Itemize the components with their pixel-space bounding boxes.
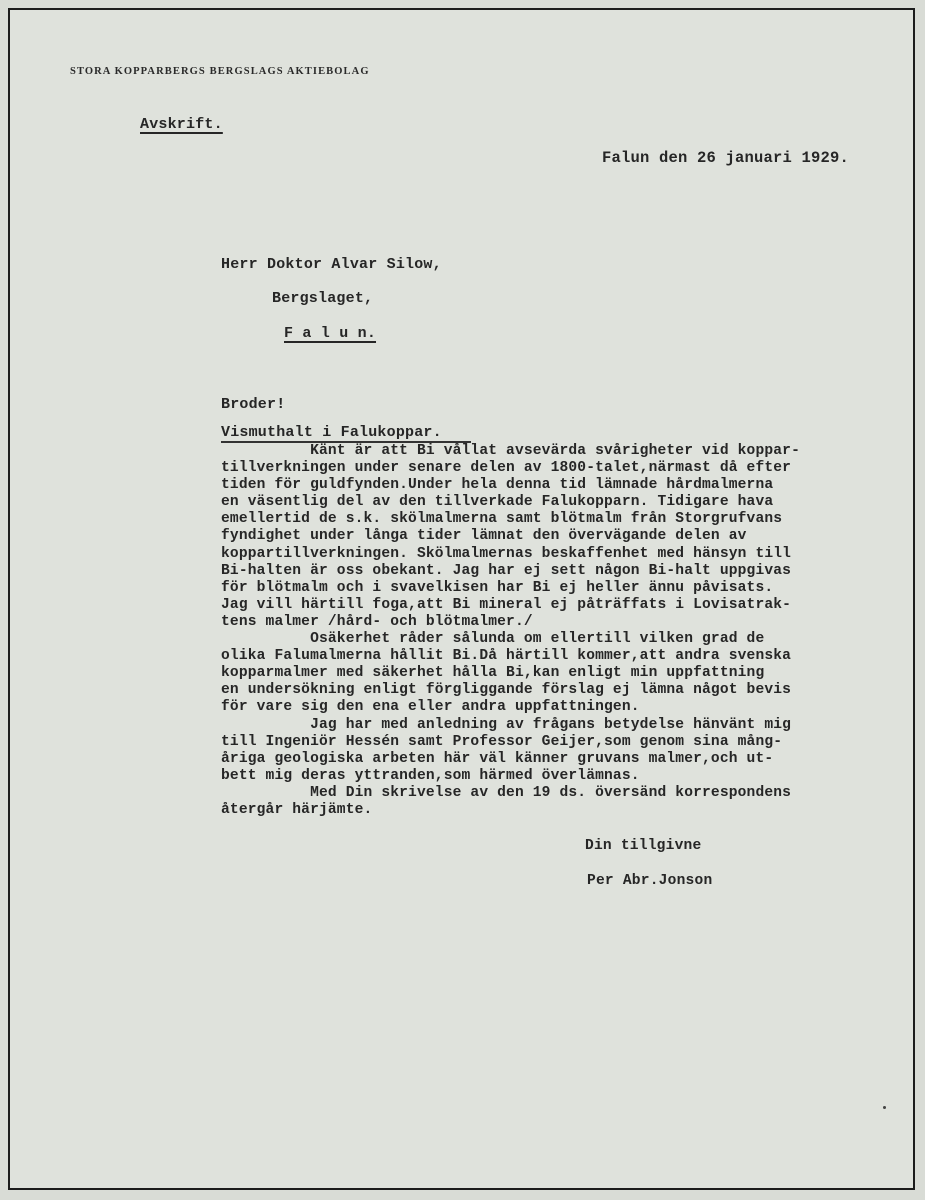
body-line: olika Falumalmerna hållit Bi.Då härtill kommer,att andra svenska [221,648,792,665]
body-line: återgår härjämte. [221,801,373,818]
body-line: bett mig deras yttranden,som härmed överlämnas. [221,767,640,784]
body-line: en undersökning enligt förgliggande förslag ej lämna något bevis [221,682,792,699]
document-label: Avskrift. [140,116,223,133]
body-line: emellertid de s.k. skölmalmerna samt blötmalm från Storgrufvans [221,511,783,528]
body-line: Med Din skrivelse av den 19 ds. översänd korrespondens [221,784,792,801]
body-line: en väsentlig del av den tillverkade Falukopparn. Tidigare hava [221,494,774,511]
body-line: Jag vill härtill foga,att Bi mineral ej påträffats i Lovisatrak- [221,596,792,613]
body-line: fyndighet under långa tider lämnat den övervägande delen av [221,528,747,545]
subject-heading: Vismuthalt i Falukoppar. [221,424,442,441]
body-line: Jag har med anledning av frågans betydelse hänvänt mig [221,716,792,733]
body-line: Osäkerhet råder sålunda om ellertill vilken grad de [221,631,765,648]
recipient-city: F a l u n. [284,325,377,342]
salutation: Broder! [221,396,286,413]
body-line: Känt är att Bi vållat avsevärda svårigheter vid koppar- [221,443,800,459]
signature: Per Abr.Jonson [587,873,713,889]
body-line: kopparmalmer med säkerhet hålla Bi,kan enligt min uppfattning [221,665,765,682]
place-date: Falun den 26 januari 1929. [602,149,850,167]
recipient-district: Bergslaget, [272,290,374,307]
body-line: tens malmer /hård- och blötmalmer./ [221,613,533,630]
paper-speck [883,1106,886,1109]
closing: Din tillgivne [585,838,702,854]
body-line: till Ingeniör Hessén samt Professor Geijer,som genom sina mång- [221,733,783,750]
body-line: för blötmalm och i svavelkisen har Bi ej heller ännu påvisats. [221,579,774,596]
body-line: för vare sig den ena eller andra uppfattningen. [221,699,640,716]
body-line: tillverkningen under senare delen av 1800-talet,närmast då efter [221,460,792,477]
letter-body [221,443,800,819]
letterhead: STORA KOPPARBERGS BERGSLAGS AKTIEBOLAG [70,66,370,77]
body-line: Bi-halten är oss obekant. Jag har ej sett någon Bi-halt uppgivas [221,562,792,579]
body-line: koppartillverkningen. Skölmalmernas beskaffenhet med hänsyn till [221,545,792,562]
body-line: tiden för guldfynden.Under hela denna tid lämnade hårdmalmerna [221,477,774,494]
body-line: åriga geologiska arbeten här väl känner gruvans malmer,och ut- [221,750,774,767]
recipient-name: Herr Doktor Alvar Silow, [221,256,442,273]
